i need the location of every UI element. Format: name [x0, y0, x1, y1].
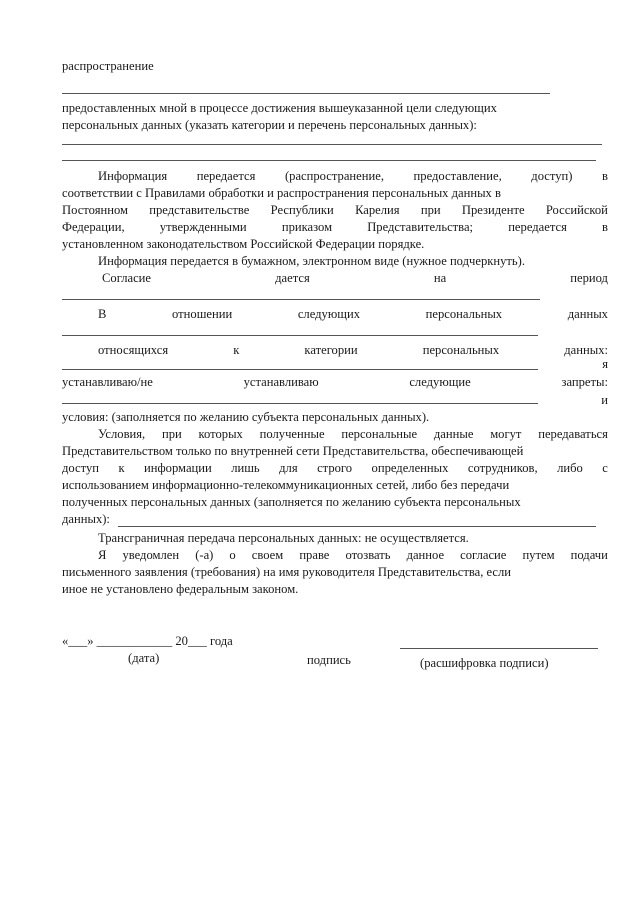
word: В [98, 307, 107, 321]
word: период [570, 271, 608, 285]
text-line: письменного заявления (требования) на имя руководителя Представительства, если [62, 565, 512, 579]
word: персональных [422, 343, 500, 357]
text-line: персональных данных (указать категории и перечень персональных данных): [62, 118, 477, 132]
word: устанавливаю [243, 375, 319, 389]
signature-decode-label: (расшифровка подписи) [420, 656, 549, 670]
paragraph-line-justified [62, 168, 608, 184]
fill-line [118, 526, 596, 527]
word: персональные [341, 427, 418, 441]
date-label: (дата) [128, 651, 160, 665]
text-line: использованием информационно-телекоммуникационных сетей, либо без передачи [62, 478, 510, 492]
text-line: соответствии с Правилами обработки и распространения персональных данных в [62, 186, 501, 200]
word: отозвать [345, 548, 391, 562]
paragraph-line-justified [62, 547, 608, 563]
word: Президенте [461, 203, 525, 217]
word: при [420, 203, 441, 217]
word: дается [275, 271, 310, 285]
word: передается [196, 169, 256, 183]
word: на [433, 271, 447, 285]
word: передаваться [538, 427, 608, 441]
word: полученные [259, 427, 325, 441]
word: передается [508, 220, 567, 234]
text-line: условия: (заполняется по желанию субъекта персональных данных). [62, 410, 430, 424]
fill-line [62, 299, 540, 300]
word: Условия, [98, 427, 146, 441]
signature-date-line: «___» ____________ 20___ года [62, 634, 233, 648]
word: категории [304, 343, 358, 357]
word: Представительства; [367, 220, 474, 234]
word: представительстве [149, 203, 250, 217]
paragraph-line-justified [62, 219, 608, 235]
text-line: полученных персональных данных (заполняется по желанию субъекта персональных [62, 495, 521, 509]
word: запреты: [561, 375, 608, 389]
word: с [602, 461, 608, 475]
word: при [161, 427, 182, 441]
word: данных: [564, 343, 608, 357]
word: праве [299, 548, 330, 562]
paragraph-line-justified [62, 426, 608, 442]
word: своем [251, 548, 284, 562]
word: (распространение, [284, 169, 384, 183]
word: отношении [172, 307, 233, 321]
text-fragment: я [602, 357, 608, 371]
word: предоставление, [413, 169, 502, 183]
text-line-distribution: распространение [62, 59, 154, 73]
word: в [602, 220, 608, 234]
word: Республики [270, 203, 334, 217]
word: Я [98, 548, 107, 562]
word: данное [406, 548, 445, 562]
fill-line [62, 160, 596, 161]
word: строго [317, 461, 353, 475]
fill-line [62, 335, 538, 336]
word: к [233, 343, 240, 357]
word: Карелия [355, 203, 400, 217]
text-line: установленном законодательством Российской Федерации порядке. [62, 237, 425, 251]
ban-line [62, 374, 608, 390]
word: к [118, 461, 125, 475]
word: Информация [98, 169, 168, 183]
text-fragment: и [601, 393, 608, 407]
consent-line [62, 270, 608, 286]
word: приказом [281, 220, 333, 234]
word: Согласие [102, 271, 152, 285]
word: в [602, 169, 608, 183]
word: Постоянном [62, 203, 128, 217]
word: подачи [570, 548, 608, 562]
text-line: данных): [62, 512, 110, 526]
word: Федерации, [62, 220, 125, 234]
word: путем [522, 548, 555, 562]
word: данных [567, 307, 608, 321]
word: персональных [425, 307, 503, 321]
word: доступ) [531, 169, 573, 183]
paragraph-line-justified [62, 460, 608, 476]
word: согласие [460, 548, 507, 562]
word: либо [557, 461, 583, 475]
fill-line [62, 144, 602, 145]
word: которых [198, 427, 243, 441]
paragraph-line-justified [62, 202, 608, 218]
relation-line [62, 306, 608, 322]
word: данные [433, 427, 474, 441]
word: относящихся [98, 343, 169, 357]
word: утвержденными [159, 220, 247, 234]
word: могут [490, 427, 522, 441]
text-line: предоставленных мной в процессе достижения вышеуказанной цели следующих [62, 101, 497, 115]
word: (-а) [195, 548, 214, 562]
word: информации [144, 461, 212, 475]
word: следующие [409, 375, 471, 389]
word: устанавливаю/не [62, 375, 153, 389]
word: доступ [62, 461, 99, 475]
signature-label: подпись [307, 653, 351, 667]
word: сотрудников, [467, 461, 538, 475]
text-line: Информация передается в бумажном, электронном виде (нужное подчеркнуть). [98, 254, 525, 268]
word: определенных [371, 461, 449, 475]
signature-decode-fill-line [400, 648, 598, 649]
word: лишь [231, 461, 260, 475]
text-line: иное не установлено федеральным законом. [62, 582, 299, 596]
word: для [279, 461, 298, 475]
text-line: Представительством только по внутренней сети Представительства, обеспечивающей [62, 444, 524, 458]
word: о [229, 548, 236, 562]
fill-line [62, 93, 550, 94]
word: следующих [297, 307, 360, 321]
word: уведомлен [122, 548, 180, 562]
text-line: Трансграничная передача персональных данных: не осуществляется. [98, 531, 469, 545]
word: Российской [545, 203, 608, 217]
